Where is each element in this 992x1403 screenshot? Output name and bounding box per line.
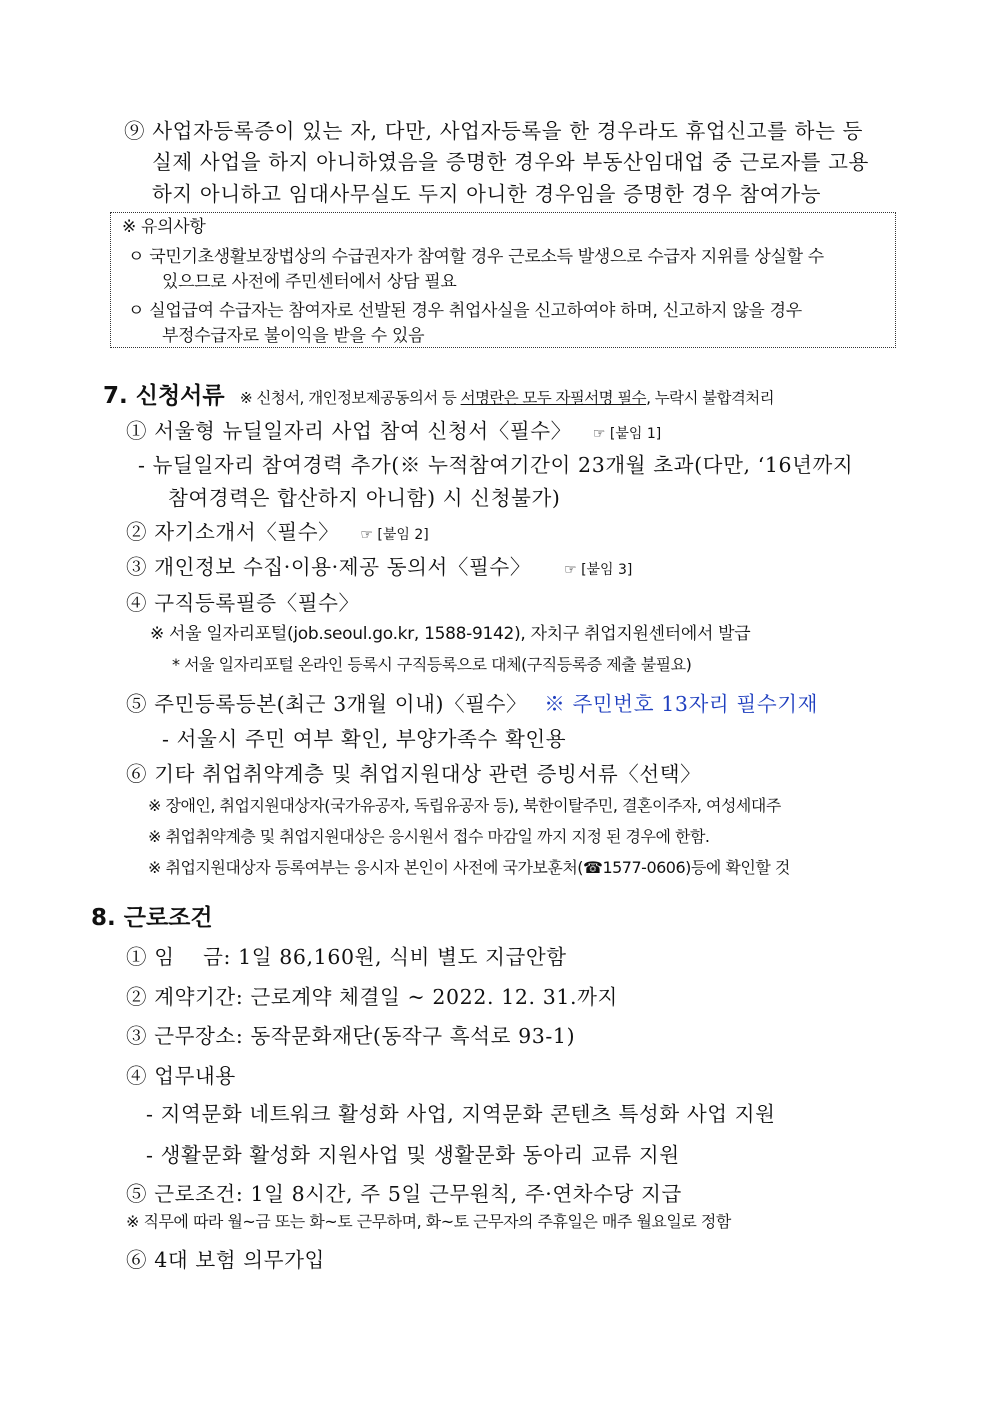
caution-item1-line1: ㅇ 국민기초생활보장법상의 수급권자가 참여할 경우 근로소득 발생으로 수급자 지위를 상실할 수 [128,247,824,267]
section7-heading-line [103,385,774,408]
item9-line2: 실제 사업을 하지 아니하였음을 증명한 경우와 부동산임대업 중 근로자를 고용 [152,150,869,174]
section8-duty1: - 지역문화 네트워크 활성화 사업, 지역문화 콘텐츠 특성화 사업 지원 [146,1102,776,1126]
section8-heading: 8. 근로조건 [91,905,213,931]
section8-duty2: - 생활문화 활성화 지원사업 및 생활문화 동아리 교류 지원 [146,1143,680,1167]
section7-item6: ⑥ 기타 취업취약계층 및 취업지원대상 관련 증빙서류〈선택〉 [126,762,702,786]
caution-title: ※ 유의사항 [122,217,206,237]
item9-line1: ⑨ 사업자등록증이 있는 자, 다만, 사업자등록을 한 경우라도 휴업신고를 하는 등 [124,119,863,143]
item3-ref: ☞ [붙임 3] [564,562,633,578]
section8-duties: ④ 업무내용 [126,1064,236,1088]
item4-note1: ※ 서울 일자리포털(job.seoul.go.kr, 1588-9142), 자치구 취업지원센터에서 발급 [150,624,751,644]
section7-item2 [126,522,429,543]
section7-note-signature: 서명란은 모두 자필서명 필수 [460,389,647,407]
item2-text: ② 자기소개서〈필수〉 [126,520,340,544]
caution-item2-line2: 부정수급자로 불이익을 받을 수 있음 [162,326,425,346]
section7-heading: 7. 신청서류 [103,383,225,409]
section8-place: ③ 근무장소: 동작문화재단(동작구 흑석로 93-1) [126,1024,576,1048]
item6-note1: ※ 장애인, 취업지원대상자(국가유공자, 독립유공자 등), 북한이탈주민, 결혼이주자, 여성세대주 [148,796,781,815]
item2-ref: ☞ [붙임 2] [360,527,429,543]
section8-conditions: ⑤ 근로조건: 1일 8시간, 주 5일 근무원칙, 주·연차수당 지급 [126,1182,682,1206]
item1-text: ① 서울형 뉴딜일자리 사업 참여 신청서〈필수〉 [126,419,572,443]
caution-item2-line1: ㅇ 실업급여 수급자는 참여자로 선발된 경우 취업사실을 신고하여야 하며, 신고하지 않을 경우 [128,301,802,321]
section8-period: ② 계약기간: 근로계약 체결일 ~ 2022. 12. 31.까지 [126,985,618,1009]
item1-ref: ☞ [붙임 1] [592,426,662,442]
section7-item5 [126,694,818,715]
item4-note2: * 서울 일자리포털 온라인 등록시 구직등록으로 대체(구직등록증 제출 불필요) [172,655,692,674]
section8-wage: ① 임 금: 1일 86,160원, 식비 별도 지급안함 [126,945,567,969]
item5-sub: - 서울시 주민 여부 확인, 부양가족수 확인용 [162,727,567,751]
section7-note-c: , 누락시 불합격처리 [646,389,775,407]
section8-insurance: ⑥ 4대 보험 의무가입 [126,1248,325,1272]
item1-sub1: - 뉴딜일자리 참여경력 추가(※ 누적참여기간이 23개월 초과(다만, ‘16년까지 [138,453,854,477]
section7-note-a: ※ 신청서, 개인정보제공동의서 등 [239,389,461,407]
section7-item4: ④ 구직등록필증〈필수〉 [126,591,360,615]
item3-text: ③ 개인정보 수집·이용·제공 동의서〈필수〉 [126,555,531,579]
item6-note3: ※ 취업지원대상자 등록여부는 응시자 본인이 사전에 국가보훈처(☎1577-0606)등에 확인할 것 [148,858,790,877]
item9-line3: 하지 아니하고 임대사무실도 두지 아니한 경우임을 증명한 경우 참여가능 [152,182,822,206]
item5-note: ※ 주민번호 13자리 필수기재 [544,692,819,716]
item6-note2: ※ 취업취약계층 및 취업지원대상은 응시원서 접수 마감일 까지 지정 된 경우에 한함. [148,827,710,846]
item1-sub2: 참여경력은 합산하지 아니함) 시 신청불가) [168,486,561,510]
section7-item1 [126,421,661,442]
item5-text: ⑤ 주민등록등본(최근 3개월 이내)〈필수〉 [126,692,528,716]
caution-item1-line2: 있으므로 사전에 주민센터에서 상담 필요 [162,272,457,292]
section7-item3 [126,557,632,578]
section8-conditions-note: ※ 직무에 따라 월~금 또는 화~토 근무하며, 화~토 근무자의 주휴일은 매주 월요일로 정함 [126,1212,731,1231]
